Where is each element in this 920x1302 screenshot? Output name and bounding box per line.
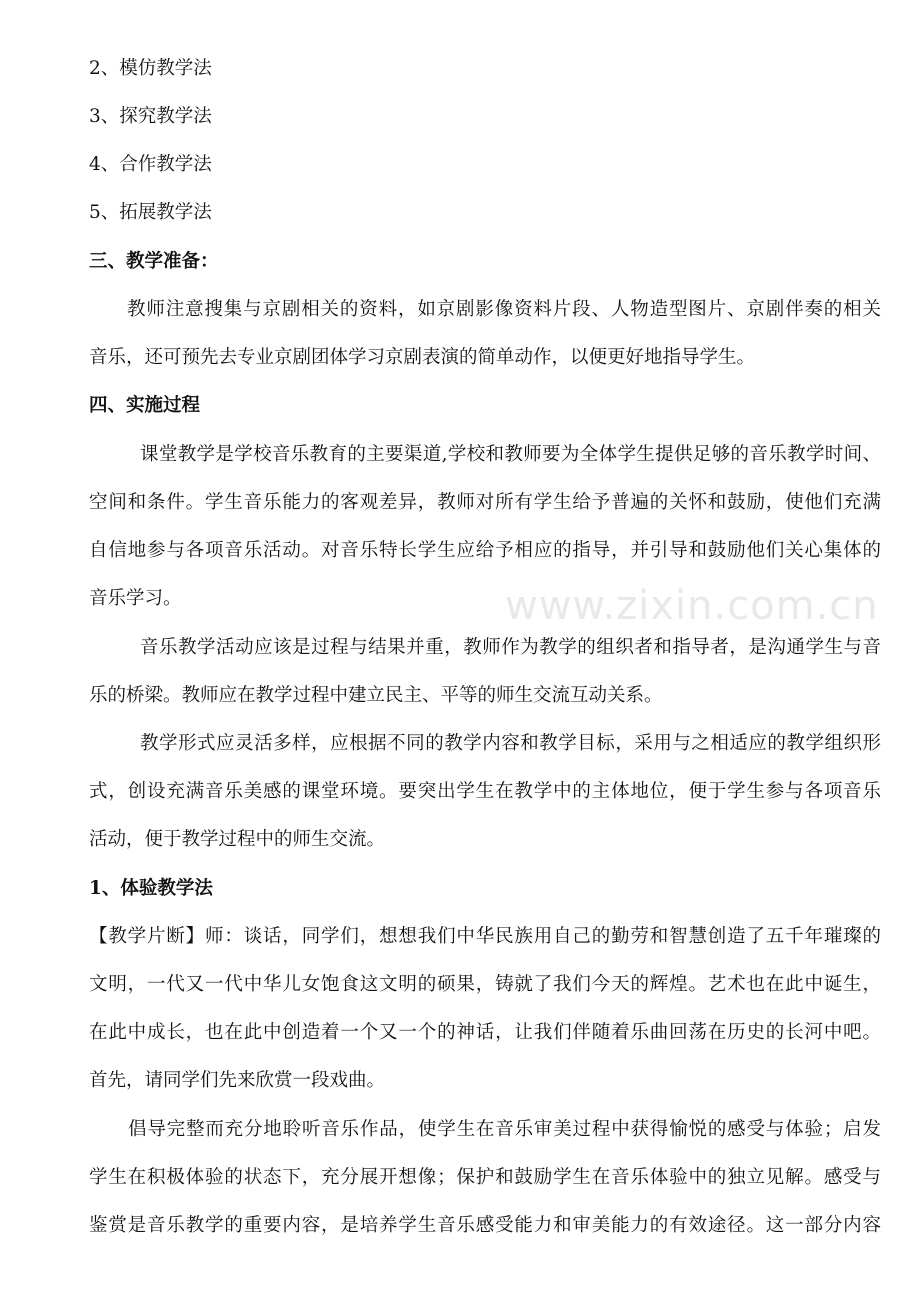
format-paragraph-line: 式，创设充满音乐美感的课堂环境。要突出学生在教学中的主体地位，便于学生参与各项音乐 <box>89 781 881 802</box>
process-paragraph-line: 自信地参与各项音乐活动。对音乐特长学生应给予相应的指导，并引导和鼓励他们关心集体的 <box>89 540 881 561</box>
subsection-heading-experience: 1、体验教学法 <box>89 878 213 899</box>
activity-paragraph-line: 音乐教学活动应该是过程与结果并重，教师作为教学的组织者和指导者，是沟通学生与音 <box>140 637 881 658</box>
listening-paragraph-line: 鉴赏是音乐教学的重要内容，是培养学生音乐感受能力和审美能力的有效途径。这一部分内容 <box>89 1215 881 1236</box>
section-heading-preparation: 三、教学准备： <box>89 251 219 272</box>
teaching-excerpt-line: 【教学片断】师：谈话，同学们，想想我们中华民族用自己的勤劳和智慧创造了五千年璀璨的 <box>89 926 881 947</box>
teaching-excerpt-line: 文明，一代又一代中华儿女饱食这文明的硕果，铸就了我们今天的辉煌。艺术也在此中诞生， <box>89 974 881 995</box>
process-paragraph-line: 课堂教学是学校音乐教育的主要渠道,学校和教师要为全体学生提供足够的音乐教学时间、 <box>140 444 881 465</box>
activity-paragraph-line: 乐的桥梁。教师应在教学过程中建立民主、平等的师生交流互动关系。 <box>89 685 663 706</box>
method-item-5: 5、拓展教学法 <box>89 202 212 223</box>
watermark: www.zixin.com.cn <box>505 583 879 629</box>
preparation-paragraph-line: 教师注意搜集与京剧相关的资料，如京剧影像资料片段、人物造型图片、京剧伴奏的相关 <box>127 299 881 320</box>
preparation-paragraph-line: 音乐，还可预先去专业京剧团体学习京剧表演的简单动作，以便更好地指导学生。 <box>89 347 756 368</box>
format-paragraph-line: 活动，便于教学过程中的师生交流。 <box>89 829 386 850</box>
teaching-excerpt-line: 在此中成长，也在此中创造着一个又一个的神话，让我们伴随着乐曲回荡在历史的长河中吧。 <box>89 1022 881 1043</box>
method-item-2: 2、模仿教学法 <box>89 58 212 79</box>
process-paragraph-line: 空间和条件。学生音乐能力的客观差异，教师对所有学生给予普遍的关怀和鼓励，使他们充满 <box>89 492 881 513</box>
teaching-excerpt-line: 首先，请同学们先来欣赏一段戏曲。 <box>89 1070 386 1091</box>
section-heading-process: 四、实施过程 <box>89 395 201 416</box>
method-item-3: 3、探究教学法 <box>89 106 212 127</box>
format-paragraph-line: 教学形式应灵活多样，应根据不同的教学内容和教学目标，采用与之相适应的教学组织形 <box>140 733 881 754</box>
method-item-4: 4、合作教学法 <box>89 154 212 175</box>
listening-paragraph-line: 倡导完整而充分地聆听音乐作品，使学生在音乐审美过程中获得愉悦的感受与体验；启发 <box>128 1119 881 1140</box>
process-paragraph-line: 音乐学习。 <box>89 588 182 609</box>
listening-paragraph-line: 学生在积极体验的状态下，充分展开想像；保护和鼓励学生在音乐体验中的独立见解。感受与 <box>89 1167 881 1188</box>
